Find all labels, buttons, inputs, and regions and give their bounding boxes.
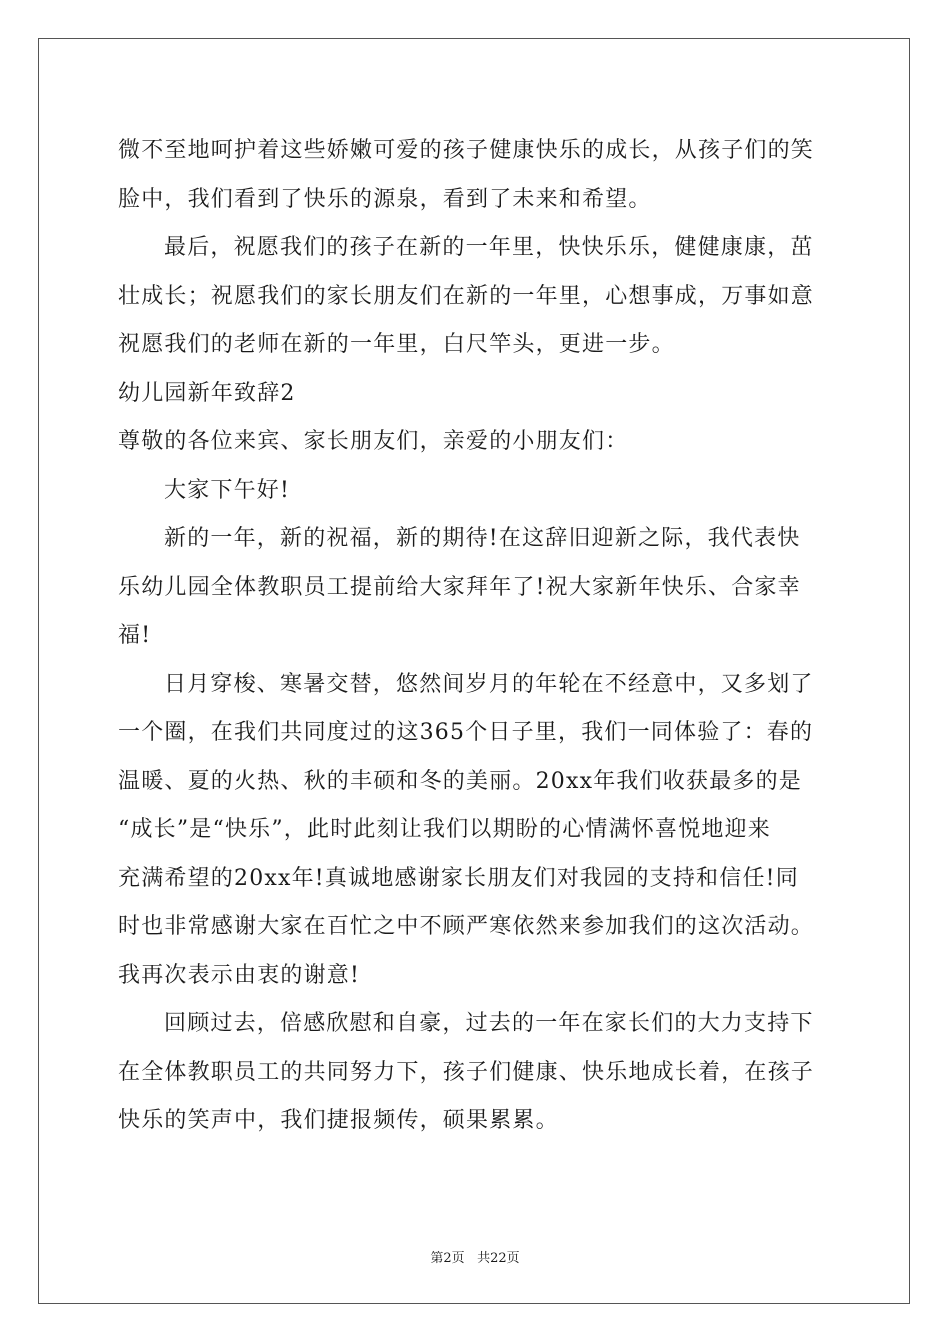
text-line: “成长”是“快乐”，此时此刻让我们以期盼的心情满怀喜悦地迎来 [118, 817, 771, 842]
text-line: 一个圈，在我们共同度过的这365个日子里，我们一同体验了：春的 [118, 720, 814, 745]
text-line: 时也非常感谢大家在百忙之中不顾严寒依然来参加我们的这次活动。 [118, 914, 815, 939]
text-line: 壮成长；祝愿我们的家长朋友们在新的一年里，心想事成，万事如意 [118, 283, 815, 309]
greeting: 大家下午好! [164, 477, 291, 503]
page-number: 第2页 [430, 1251, 465, 1266]
text-line: 乐幼儿园全体教职员工提前给大家拜年了!祝大家新年快乐、合家幸 [118, 574, 801, 600]
text-line: 我再次表示由衷的谢意! [118, 962, 361, 988]
page-footer [0, 1247, 950, 1266]
salutation: 尊敬的各位来宾、家长朋友们，亲爱的小朋友们： [118, 429, 629, 454]
text-line: 在全体教职员工的共同努力下，孩子们健康、快乐地成长着，在孩子 [118, 1059, 815, 1085]
text-line: 回顾过去，倍感欣慰和自豪，过去的一年在家长们的大力支持下 [164, 1011, 814, 1036]
text-line: 快乐的笑声中，我们捷报频传，硕果累累。 [118, 1108, 559, 1133]
document-body [118, 127, 838, 1146]
text-line: 温暖、夏的火热、秋的丰硕和冬的美丽。20xx年我们收获最多的是 [118, 768, 803, 794]
total-pages: 共22页 [477, 1251, 520, 1266]
text-line: 祝愿我们的老师在新的一年里，白尺竿头，更进一步。 [118, 332, 675, 357]
text-line: 福! [118, 623, 152, 648]
text-line: 新的一年，新的祝福，新的期待!在这辞旧迎新之际，我代表快 [164, 526, 801, 551]
text-line: 脸中，我们看到了快乐的源泉，看到了未来和希望。 [118, 186, 652, 212]
text-line: 日月穿梭、寒暑交替，悠然间岁月的年轮在不经意中，又多划了 [164, 671, 814, 697]
text-line: 微不至地呵护着这些娇嫩可爱的孩子健康快乐的成长，从孩子们的笑 [118, 138, 815, 163]
section-heading: 幼儿园新年致辞2 [118, 380, 296, 406]
text-line: 最后，祝愿我们的孩子在新的一年里，快快乐乐，健健康康，茁 [164, 235, 814, 260]
text-line: 充满希望的20xx年!真诚地感谢家长朋友们对我园的支持和信任!同 [118, 865, 799, 891]
